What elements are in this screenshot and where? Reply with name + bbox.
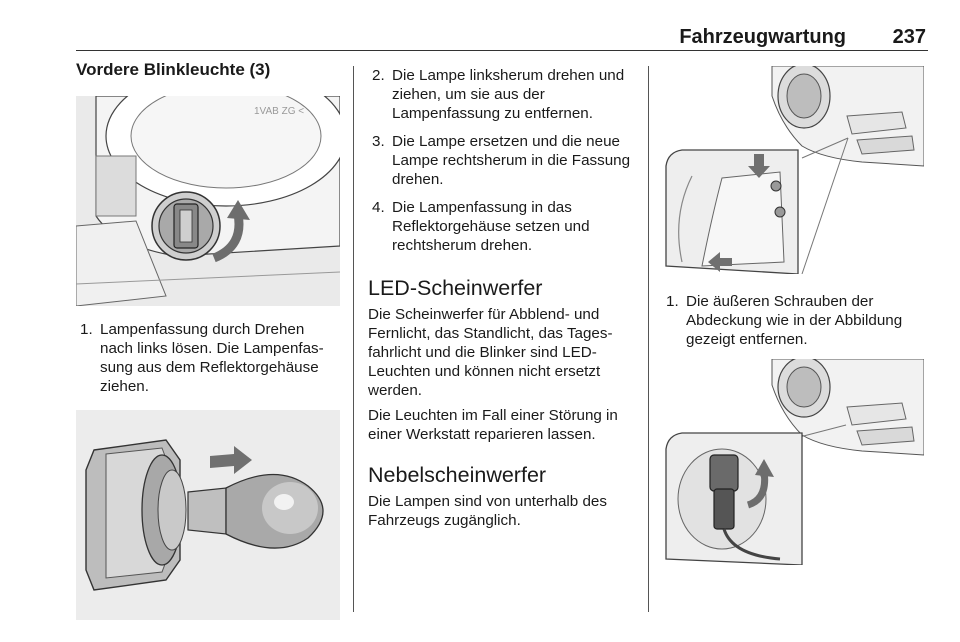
led-headlights-heading: LED-Scheinwerfer	[368, 276, 543, 300]
step-text: Die Lampenfassung in das Reflektorgehäuse setzen und rechtsherum drehen.	[392, 199, 590, 254]
led-paragraph-1: Die Scheinwerfer für Abblend- und Fernlicht, das Standlicht, das Tages-fahrlicht und die Blinker sind LED-Leuchten und können nicht ersetzt werden.	[368, 306, 613, 399]
step-text: Lampenfassung durch Drehen nach links lösen. Die Lampenfas-sung aus dem Reflektorgehäuse ziehen.	[100, 321, 324, 395]
step-number: 2.	[372, 67, 385, 84]
step-2-item	[368, 66, 636, 123]
step-text: Die Lampe ersetzen und die neue Lampe rechtsherum in die Fassung drehen.	[392, 133, 631, 188]
step-number: 1.	[80, 321, 93, 338]
fog-paragraph: Die Lampen sind von unterhalb des Fahrzeugs zugänglich.	[368, 493, 607, 529]
step-text: Die Lampe linksherum drehen und ziehen, um sie aus der Lampenfassung zu entfernen.	[392, 67, 625, 122]
section-title-header: Fahrzeugwartung	[679, 26, 846, 48]
step-number: 3.	[372, 133, 385, 150]
column-right	[662, 60, 928, 565]
led-paragraph-2: Die Leuchten im Fall einer Störung in einer Werkstatt reparieren lassen.	[368, 407, 618, 443]
step-3-item	[368, 132, 636, 189]
figure-part-label: 1VAB ZG <	[254, 106, 305, 117]
page-header	[76, 0, 928, 50]
step-text: Die äußeren Schrauben der Abdeckung wie in der Abbildung gezeigt entfernen.	[686, 293, 903, 348]
fog-lights-heading: Nebelscheinwerfer	[368, 463, 547, 487]
figure-bumper-screws	[662, 66, 924, 274]
step-1-item	[662, 292, 928, 349]
page-number: 237	[892, 26, 926, 48]
step-4-item	[368, 198, 636, 255]
step-number: 4.	[372, 199, 385, 216]
column-middle	[368, 60, 636, 530]
front-turn-signal-title: Vordere Blinkleuchte (3)	[76, 60, 271, 79]
figure-bulb-removal	[76, 410, 340, 620]
step-number: 1.	[666, 293, 679, 310]
step-1-item	[76, 320, 340, 396]
column-divider	[648, 66, 649, 612]
figure-turn-signal-socket	[76, 96, 340, 306]
header-rule	[76, 50, 928, 51]
figure-fog-lamp-socket	[662, 359, 924, 565]
column-left	[76, 60, 340, 620]
column-divider	[353, 66, 354, 612]
